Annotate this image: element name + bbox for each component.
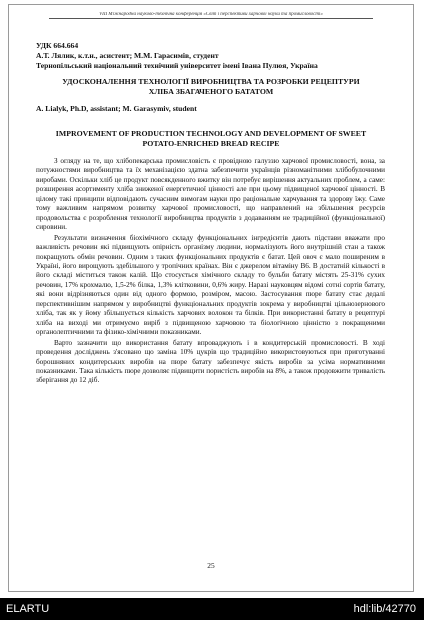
authors-en: A. Lialyk, Ph.D, assistant; M. Garasymiv, student <box>36 104 197 113</box>
authors-ua: А.Т. Лялик, к.т.н., асистент; М.М. Гарасимів, студент <box>36 51 219 60</box>
document-page <box>8 4 414 592</box>
paragraph: Результати визначення біохімічного складу функціональних інгредієнтів дають підстави вважати про важливість речовин які підвищують опірність організму людини, нормалізують його внутрішній стан а також покращують обмін речовин. Одним з таких функціональних продуктів є батат. Цей овоч є мало поширеним в Україні, його вирощують здебільшого у тропічних країнах. Він є джерелом вітаміну В6. В достатній кількості в його складі міститься також калій. Що стосується хімічного складу то бульби батату містять 25-31% сухих речовин, 17% крохмалю, 1,5-2% білка, 1,3% клітковини, 0,6% жиру. Наразі науковцям відомі сотні сортів батату, які вони відрізняються один від одного формою, розміром, масою. Застосування пюре батату стає дедалі перспективнішим напрямом у виробництві функціональних продуктів зокрема у виробництві цільнозернового хліба, так як у йому збільшується кількість харчових волокон та білків. При використанні батату в рецептурі хліба на виході ми отримуємо виріб з підвищеною харчовою та біологічною цінністю з покращеними органолептичними та фізико-хімічними показниками. <box>36 233 385 337</box>
title-ua: УДОСКОНАЛЕННЯ ТЕХНОЛОГІЇ ВИРОБНИЦТВА ТА РОЗРОБКИ РЕЦЕПТУРИ ХЛІБА ЗБАГАЧЕНОГО БАТАТОМ <box>62 77 360 96</box>
affiliation: Тернопільський національний технічний університет імені Івана Пулюя, Україна <box>36 61 318 70</box>
udk-code: УДК 664.664 <box>36 41 79 50</box>
body-text <box>36 157 385 387</box>
paragraph: З огляду на те, що хлібопекарська промисловість є провідною галуззю харчової промисловості, вона, за потужностями виробництва та їх механізацією здатна забезпечити українців різноманітними хлібобулочними виробами. Оскільки хліб це продукт повсякденного вжитку він потребує вирішення актуальних проблем, а саме: розширення асортименту хліба зниженої енергетичної цінності але при цьому підвищеної харчової цінності. В цілому такі принципи відповідають сучасним вимогам науки про раціональне харчування та здорову їжу. Саме тому важливим напрямом розвитку харчової промисловості, що направлений на збільшення ресурсів продовольства є розроблення технології виробництва продуктів з додаванням не традиційної (функціональної) сировини. <box>36 157 385 232</box>
repository-name: ELARTU <box>6 603 50 615</box>
page-number: 25 <box>207 561 215 570</box>
footer-bar <box>0 598 424 620</box>
handle-id: hdl:lib/42770 <box>353 603 416 615</box>
running-header: VIII Міжнародна науково-технічна конференція «Світ і перспективи харчової науки та промисловості» <box>49 12 373 19</box>
paragraph: Варто зазначити що використання батату впроваджують і в кондитерській промисловості. В ході проведення досліджень з'ясовано що заміна 10% цукрів що традиційно використовуються при приготуванні борошняних кондитерських виробів на пюре батату забезпечує якість виробів за усіма нормативними показниками. Така кількість пюре дозволяє підвищити пористість виробів на 8%, а також продовжити тривалість зберігання до 12 діб. <box>36 338 385 385</box>
title-en: IMPROVEMENT OF PRODUCTION TECHNOLOGY AND DEVELOPMENT OF SWEET POTATO-ENRICHED BREAD RECIPE <box>55 129 367 148</box>
